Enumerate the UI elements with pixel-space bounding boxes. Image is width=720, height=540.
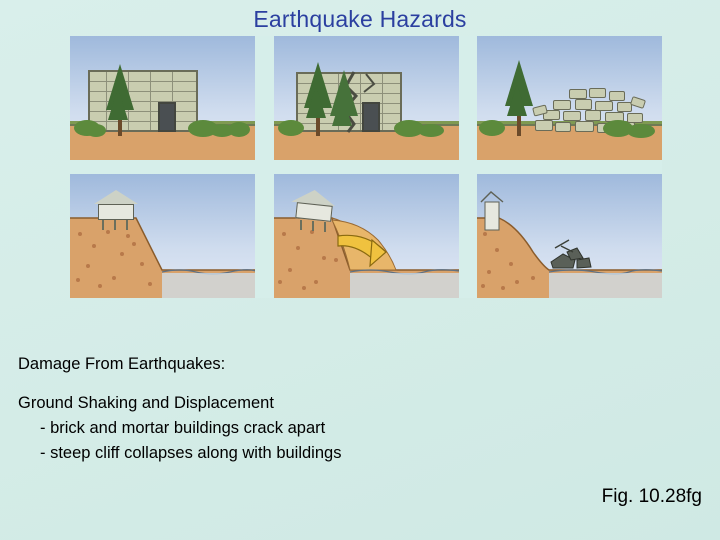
earthquake-hazards-figure <box>70 36 662 298</box>
cliff-house <box>98 204 134 220</box>
panel-cracked-brick-building <box>274 36 459 160</box>
bush <box>418 124 444 137</box>
panel-intact-brick-building <box>70 36 255 160</box>
figure-reference: Fig. 10.28fg <box>601 486 702 507</box>
damage-heading: Damage From Earthquakes: <box>18 355 226 373</box>
panel-intact-cliff-house <box>70 174 255 298</box>
panel-gutter <box>70 160 662 174</box>
brick-building <box>88 70 198 132</box>
stilt <box>102 220 104 230</box>
stilt <box>300 220 302 230</box>
stilt <box>126 220 128 230</box>
spacer <box>18 377 618 391</box>
bush <box>627 124 655 138</box>
conifer-tree-icon <box>306 86 326 118</box>
bush <box>86 124 106 137</box>
bush <box>479 120 505 136</box>
conifer-tree-icon <box>507 84 527 116</box>
stilt <box>312 221 314 231</box>
page-title: Earthquake Hazards <box>253 6 467 32</box>
conifer-tree-icon <box>332 94 352 126</box>
house-remnant <box>477 174 662 298</box>
stilt <box>114 220 116 230</box>
ground-shaking-subheading: Ground Shaking and Displacement <box>18 394 274 412</box>
panel-cliff-slumping <box>274 174 459 298</box>
bush <box>228 122 250 137</box>
bullet-item: - brick and mortar buildings crack apart <box>40 419 326 437</box>
conifer-tree-icon <box>108 88 128 120</box>
body-text <box>18 352 618 466</box>
bullet-item: - steep cliff collapses along with buildings <box>40 444 342 462</box>
door <box>158 102 176 132</box>
door <box>362 102 380 132</box>
stilt <box>324 222 326 232</box>
panel-cliff-collapsed <box>477 174 662 298</box>
bush <box>278 120 304 136</box>
panel-collapsed-brick-building <box>477 36 662 160</box>
roof <box>94 190 138 204</box>
